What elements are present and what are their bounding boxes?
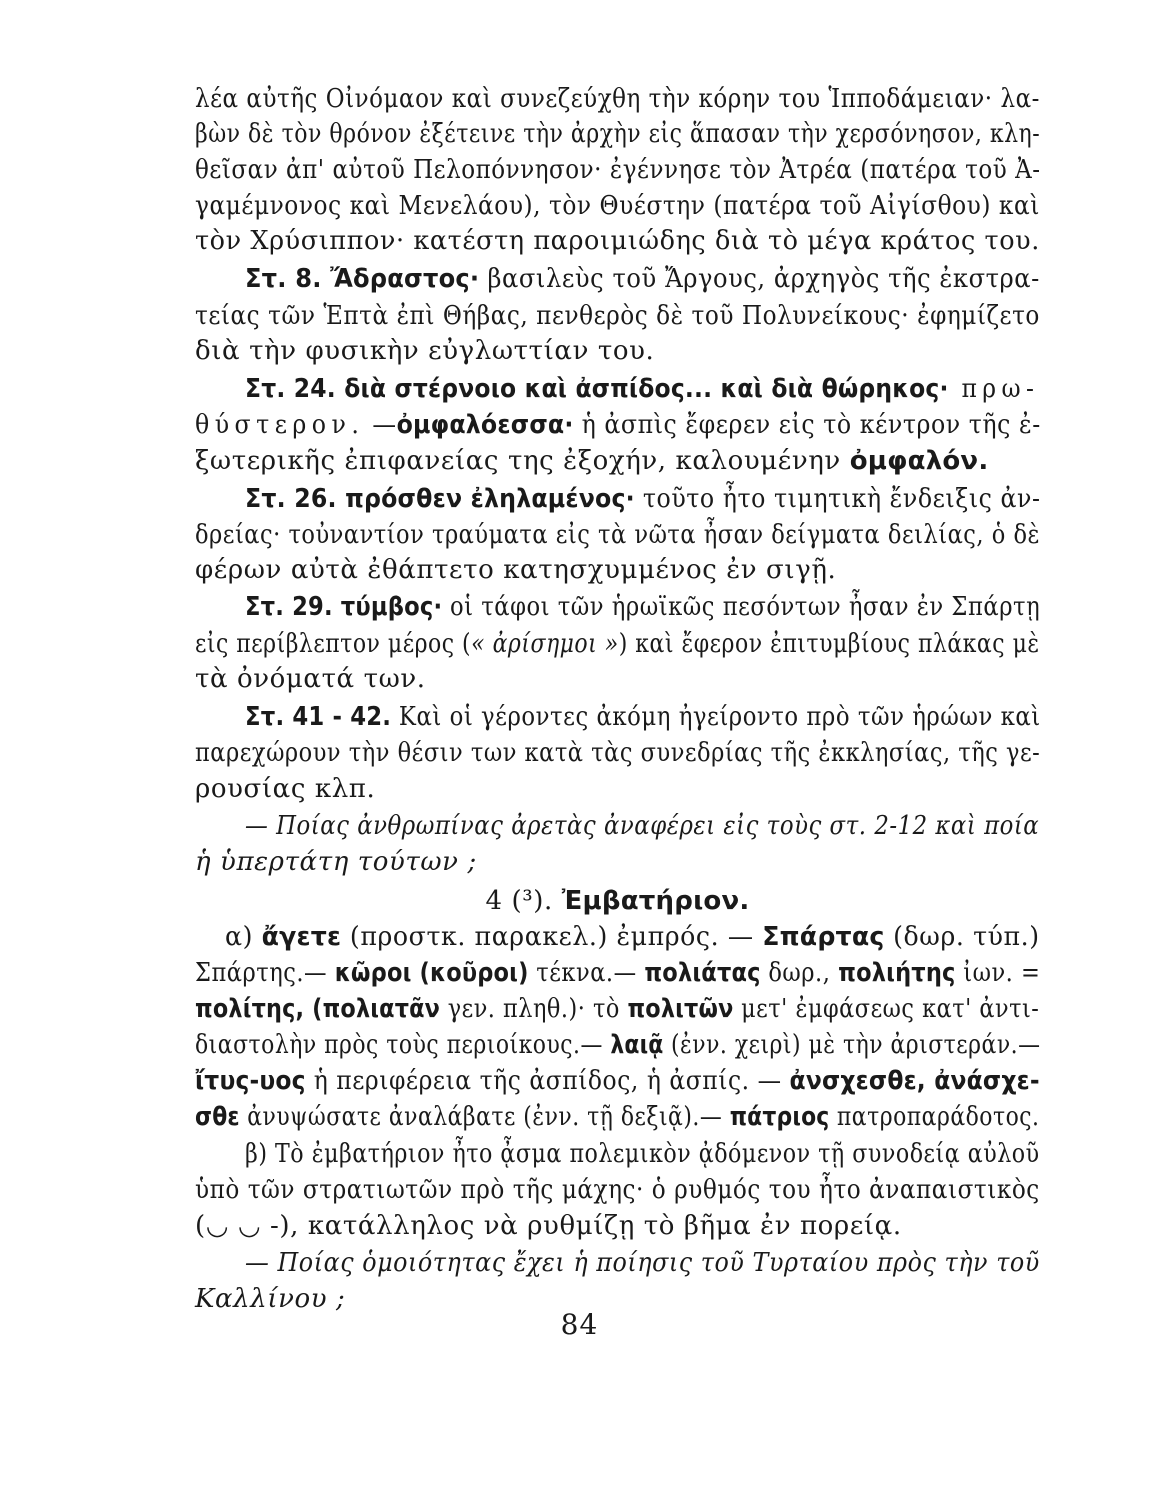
text-segment: α): [225, 922, 262, 952]
text-segment: Καλλίνου ;: [195, 1284, 346, 1314]
text-segment: ὀμφαλόεσσα·: [396, 410, 574, 440]
text-segment: διαστολὴν πρὸς τοὺς περιοίκους.—: [195, 1030, 611, 1060]
text-segment: τέκνα.—: [528, 958, 645, 988]
text-segment: Στ. 26. πρόσθεν ἐληλαμένος·: [245, 484, 635, 514]
text-segment: ἴτυς-υος: [195, 1066, 306, 1096]
text-line: [195, 1064, 1040, 1098]
text-line: [245, 372, 1040, 406]
text-line: [245, 1137, 1040, 1171]
text-line: [195, 1209, 1040, 1243]
text-segment: τοῦτο ἦτο τιμητικὴ ἔνδειξις ἀν-: [634, 484, 1041, 514]
text-line: [195, 299, 1040, 333]
text-segment: — Ποίας ὁμοιότητας ἔχει ἡ ποίησις τοῦ Τυρταίου πρὸς τὴν τοῦ: [245, 1248, 1040, 1278]
text-segment: λαιᾷ: [610, 1030, 664, 1060]
text-segment: ὀμφαλόν.: [849, 446, 989, 476]
text-segment: « ἀρίσημοι »: [471, 629, 619, 659]
text-segment: μετ' ἐμφάσεως κατ' ἀντι-: [733, 994, 1040, 1024]
text-segment: Στ. 24. διὰ στέρνοιο καὶ ἀσπίδος... καὶ διὰ θώρηκος·: [245, 374, 949, 404]
text-segment: γεν. πληθ.)· τὸ: [440, 994, 628, 1024]
text-segment: Σπάρτης.—: [195, 958, 335, 988]
text-line: [195, 189, 1040, 223]
text-segment: ἄγετε: [261, 922, 342, 952]
text-segment: ἡ περιφέρεια τῆς ἀσπίδος, ἡ ἀσπίς. —: [305, 1066, 790, 1096]
text-segment: (προστκ. παρακελ.) ἐμπρός. —: [341, 922, 763, 952]
text-segment: ἀνυψώσατε ἀναλάβατε (ἐνν. τῇ δεξιᾷ).—: [239, 1102, 730, 1132]
text-segment: γαμέμνονος καὶ Μενελάου), τὸν Θυέστην (πατέρα τοῦ Αἰγίσθου) καὶ: [195, 191, 1040, 221]
text-segment: ἡ ὑπερτάτη τούτων ;: [195, 847, 477, 877]
text-line: [195, 117, 1040, 151]
text-segment: (ἐνν. χειρὶ) μὲ τὴν ἀριστεράν.—: [663, 1030, 1041, 1060]
text-line: [245, 1246, 1040, 1280]
text-line: [245, 700, 1040, 734]
text-segment: Ἐμβατήριον.: [561, 886, 750, 916]
text-segment: φέρων αὐτὰ ἐθάπτετο κατησχυμμένος ἐν σιγῇ.: [195, 555, 837, 585]
text-segment: τὰ ὀνόματά των.: [195, 664, 426, 694]
text-segment: β) Τὸ ἐμβατήριον ἦτο ᾆσμα πολεμικὸν ᾀδόμενον τῇ συνοδείᾳ αὐλοῦ: [245, 1139, 1040, 1169]
text-segment: θύστερον.: [195, 410, 365, 440]
text-segment: ἰων. =: [955, 958, 1041, 988]
text-line: [195, 408, 1040, 442]
text-line: [195, 884, 1040, 918]
text-segment: Στ. 29. τύμβος·: [245, 592, 443, 622]
text-segment: πολιάτας: [644, 958, 761, 988]
text-line: [195, 627, 1040, 661]
text-line: [195, 334, 1040, 368]
text-segment: Καὶ οἱ γέροντες ἀκόμη ἠγείροντο πρὸ τῶν ἡρώων καὶ: [391, 702, 1041, 732]
text-segment: παρεχώρουν τὴν θέσιν των κατὰ τὰς συνεδρίας τῆς ἐκκλησίας, τῆς γε-: [195, 738, 1041, 768]
text-segment: πατροπαράδοτος.: [829, 1102, 1040, 1132]
text-segment: —: [364, 410, 397, 440]
text-line: [195, 518, 1040, 552]
text-segment: — Ποίας ἀνθρωπίνας ἀρετὰς ἀναφέρει εἰς τοὺς στ. 2-12 καὶ ποία: [245, 811, 1040, 841]
text-line: [195, 82, 1040, 116]
text-line: [195, 992, 1040, 1026]
text-segment: ἀνσχεσθε, ἀνάσχε-: [789, 1066, 1040, 1096]
text-segment: Στ. 41 - 42.: [245, 702, 392, 732]
text-segment: τείας τῶν Ἑπτὰ ἐπὶ Θήβας, πενθερὸς δὲ τοῦ Πολυνείκους· ἐφημίζετο: [195, 301, 1040, 331]
text-segment: πολιήτης: [838, 958, 956, 988]
text-segment: πολίτης, (πολιατᾶν: [195, 994, 441, 1024]
text-line: [195, 1173, 1040, 1207]
text-segment: σθε: [195, 1102, 240, 1132]
text-segment: οἱ τάφοι τῶν ἡρωϊκῶς πεσόντων ἦσαν ἐν Σπάρτῃ: [442, 592, 1041, 622]
page-number: 84: [560, 1308, 599, 1341]
text-line: [195, 153, 1040, 187]
text-line: [195, 224, 1040, 258]
text-segment: ρουσίας κλπ.: [195, 774, 376, 804]
text-segment: ξωτερικῆς ἐπιφανείας της ἐξοχήν, καλουμένην: [195, 446, 850, 476]
text-line: [195, 772, 1040, 806]
text-segment: πάτριος: [729, 1102, 830, 1132]
text-line: [245, 262, 1040, 296]
text-segment: βὼν δὲ τὸν θρόνον ἐξέτεινε τὴν ἀρχὴν εἰς ἅπασαν τὴν χερσόνησον, κλη-: [195, 119, 1041, 149]
text-segment: (◡ ◡ -), κατάλληλος νὰ ρυθμίζῃ τὸ βῆμα ἐν πορείᾳ.: [195, 1211, 902, 1241]
text-segment: δρείας· τοὐναντίον τραύματα εἰς τὰ νῶτα ἦσαν δείγματα δειλίας, ὁ δὲ: [195, 520, 1041, 550]
text-segment: (δωρ. τύπ.): [884, 922, 1040, 952]
text-segment: δωρ.,: [760, 958, 839, 988]
text-line: [195, 1028, 1040, 1062]
text-segment: βασιλεὺς τοῦ Ἄργους, ἀρχηγὸς τῆς ἐκστρα-: [479, 264, 1040, 294]
text-line: [195, 1100, 1040, 1134]
text-line: [195, 956, 1040, 990]
text-line: [195, 662, 1040, 696]
text-line: [245, 809, 1040, 843]
text-line: [195, 444, 1040, 478]
text-line: [195, 845, 1040, 879]
text-segment: λέα αὐτῆς Οἰνόμαον καὶ συνεζεύχθη τὴν κόρην του Ἱπποδάμειαν· λα-: [195, 84, 1040, 114]
text-segment: 4 (³).: [485, 886, 562, 916]
text-segment: Σπάρτας: [762, 922, 885, 952]
text-line: [245, 590, 1040, 624]
text-line: [245, 482, 1040, 516]
text-segment: Στ. 8. Ἄδραστος·: [245, 264, 480, 294]
text-segment: κῶροι (κοῦροι): [334, 958, 529, 988]
text-segment: εἰς περίβλεπτον μέρος (: [195, 629, 472, 659]
text-segment: πρω-: [948, 374, 1040, 404]
text-segment: τὸν Χρύσιππον· κατέστη παροιμιώδης διὰ τὸ μέγα κράτος του.: [195, 226, 1040, 256]
text-segment: ἡ ἀσπὶς ἔφερεν εἰς τὸ κέντρον τῆς ἐ-: [573, 410, 1041, 440]
text-line: [195, 553, 1040, 587]
text-segment: διὰ τὴν φυσικὴν εὐγλωττίαν του.: [195, 336, 655, 366]
text-line: [225, 920, 1040, 954]
text-segment: ) καὶ ἔφερον ἐπιτυμβίους πλάκας μὲ: [618, 629, 1040, 659]
text-segment: ὑπὸ τῶν στρατιωτῶν πρὸ τῆς μάχης· ὁ ρυθμός του ἦτο ἀναπαιστικὸς: [195, 1175, 1040, 1205]
text-line: [195, 736, 1040, 770]
text-segment: θεῖσαν ἀπ' αὐτοῦ Πελοπόννησον· ἐγέννησε τὸν Ἀτρέα (πατέρα τοῦ Ἀ-: [195, 155, 1041, 185]
text-segment: πολιτῶν: [627, 994, 734, 1024]
